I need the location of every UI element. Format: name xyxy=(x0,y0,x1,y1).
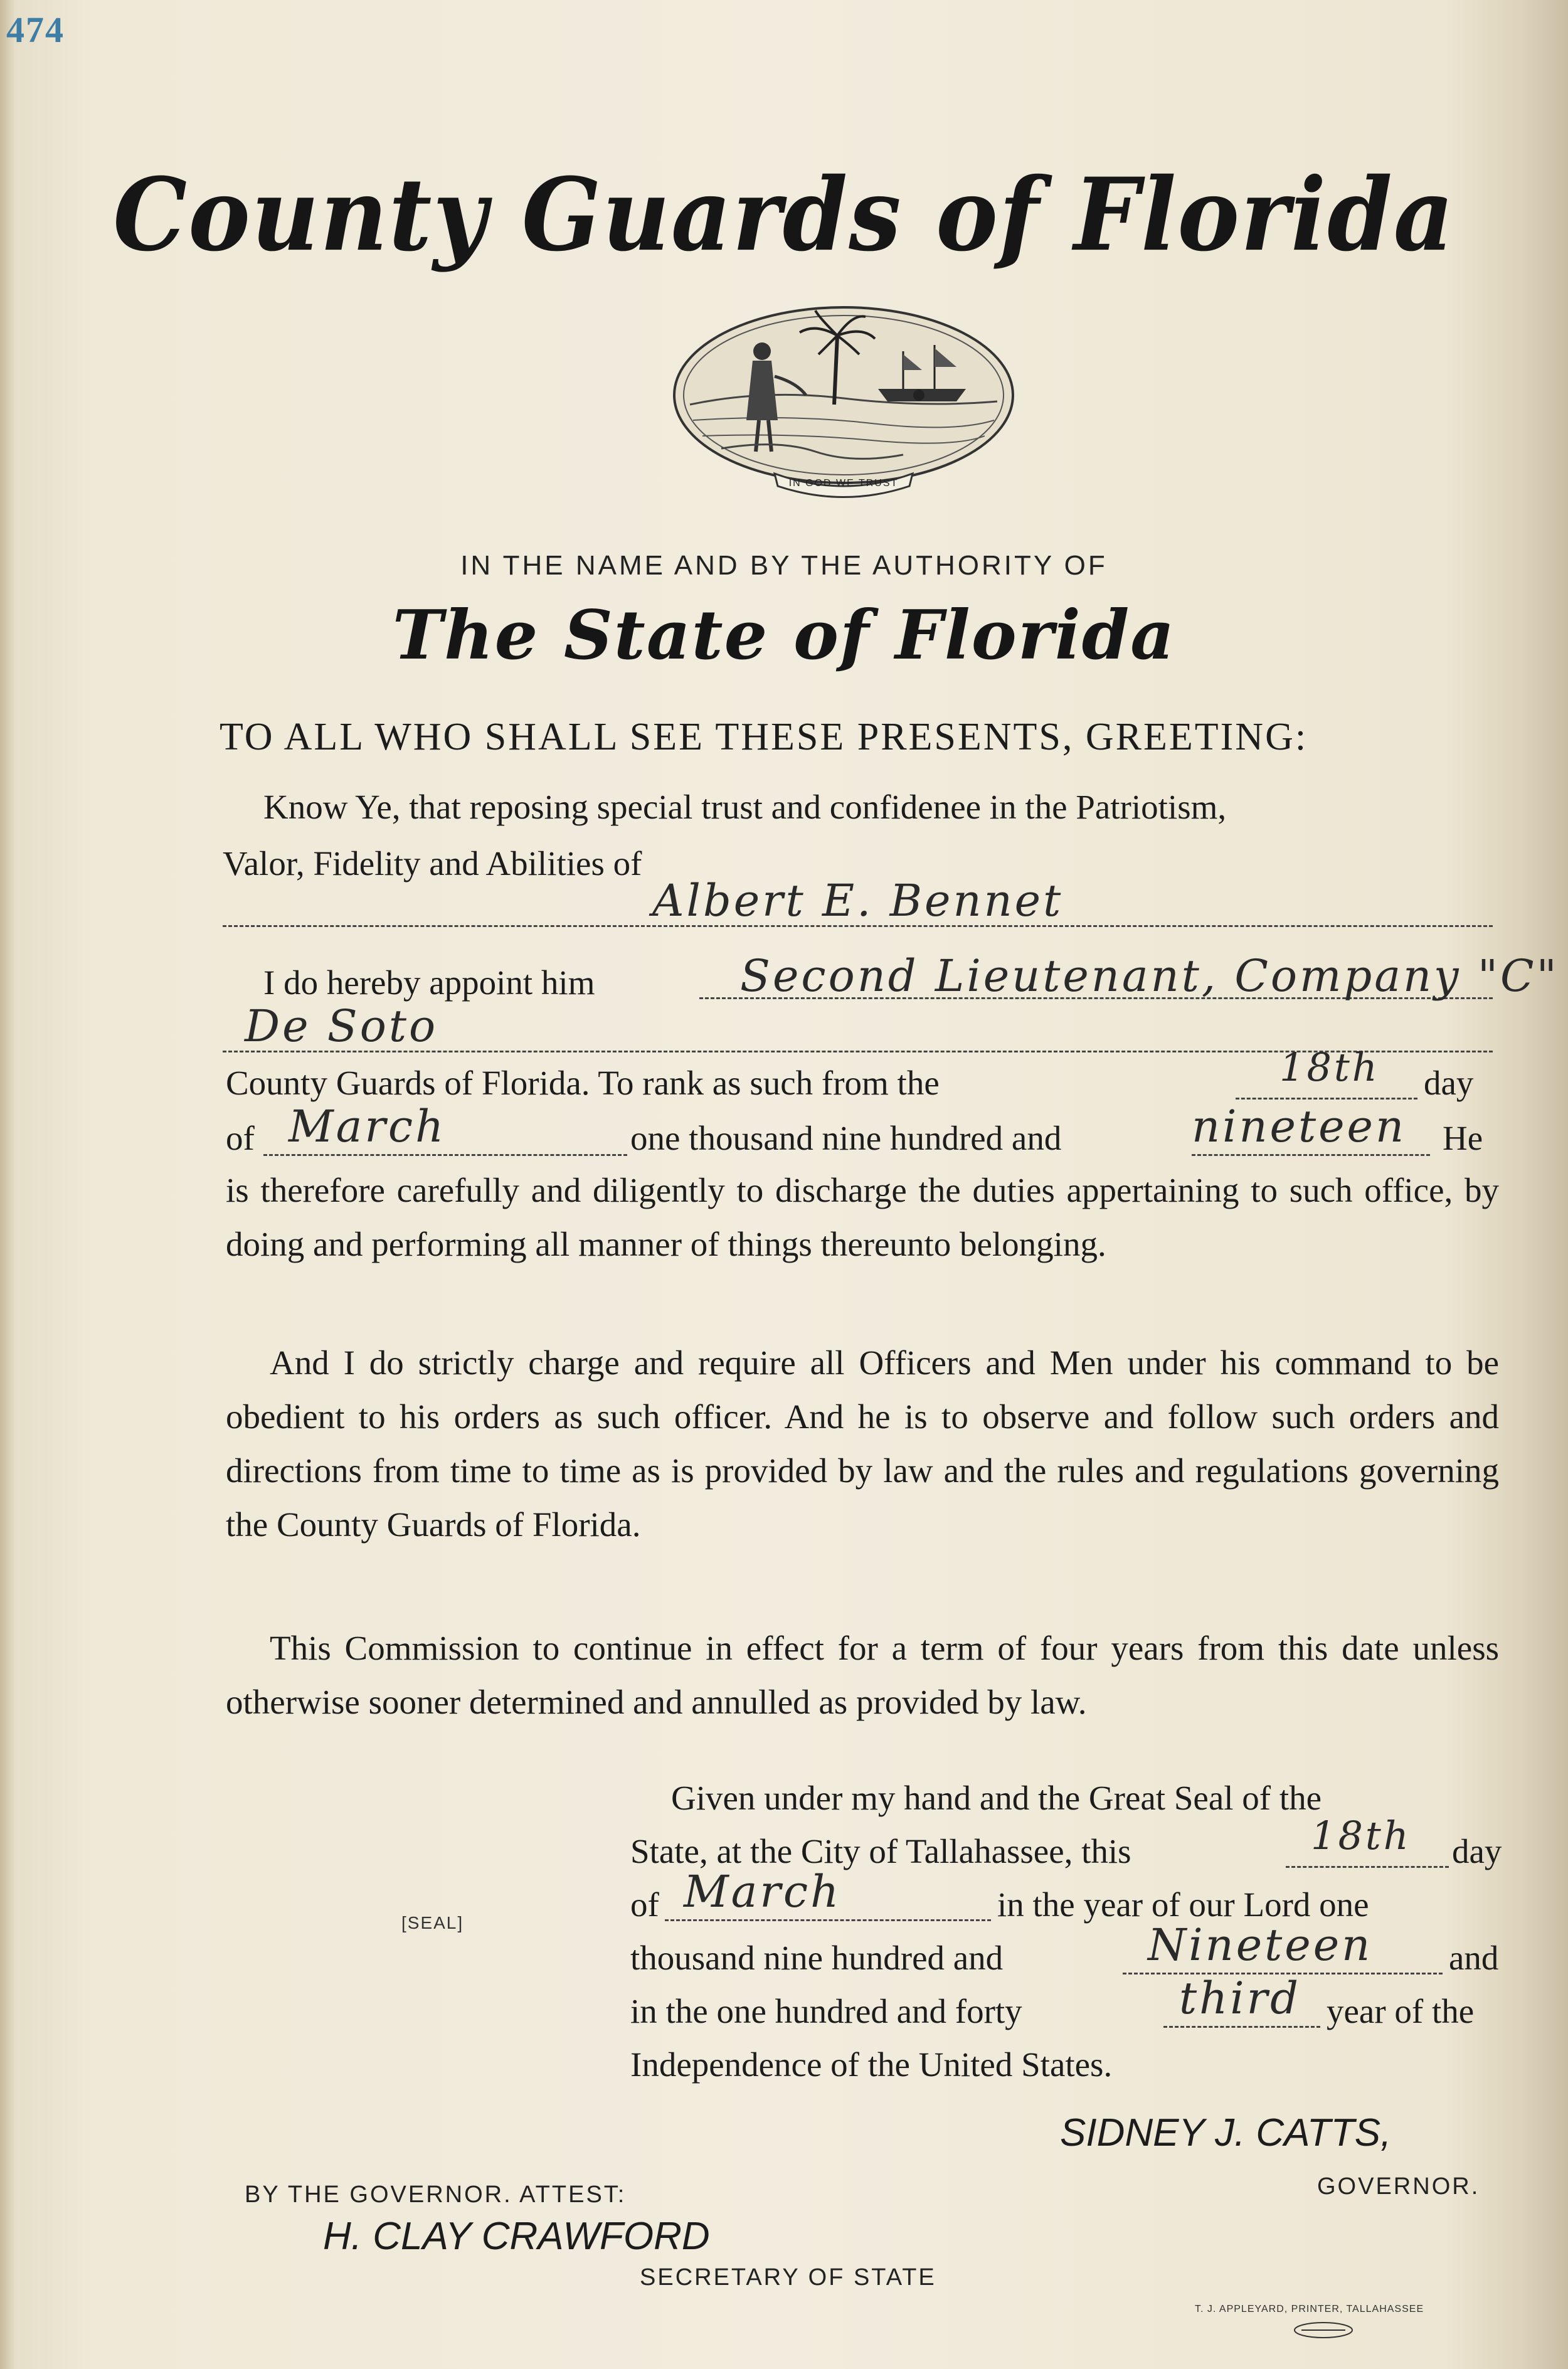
handwritten-rank-month: March xyxy=(289,1101,447,1152)
given-line-3: in the year of our Lord one xyxy=(997,1885,1369,1924)
attest-label: BY THE GOVERNOR. ATTEST: xyxy=(245,2181,627,2208)
handwritten-independence-year: third xyxy=(1179,1973,1301,2024)
duties-paragraph: is therefore carefully and diligently to discharge the duties appertaining to such office, by doing and performing all manner of things thereunto belonging. xyxy=(226,1171,1499,1263)
state-seal-engraving xyxy=(665,295,1022,505)
handwritten-rank: Second Lieutenant, Company "C" xyxy=(740,950,1559,1002)
independence-year-fill-line xyxy=(1163,2026,1320,2028)
rank-day-word: day xyxy=(1424,1064,1474,1102)
handwritten-given-month: March xyxy=(684,1866,842,1917)
rank-line: County Guards of Florida. To rank as such from the xyxy=(226,1064,940,1102)
rank-day-fill-line xyxy=(1236,1098,1417,1100)
know-ye-line-1: Know Ye, that reposing special trust and confidenee in the Patriotism, xyxy=(263,788,1227,826)
page-number: 474 xyxy=(6,9,65,50)
document-title: County Guards of Florida xyxy=(113,156,1455,273)
secretary-title: SECRETARY OF STATE xyxy=(640,2264,936,2291)
handwritten-appointee-name: Albert E. Bennet xyxy=(652,875,1064,926)
union-label-icon xyxy=(1292,2321,1355,2340)
printer-imprint: T. J. APPLEYARD, PRINTER, TALLAHASSEE xyxy=(1195,2304,1424,2314)
given-and-word: and xyxy=(1449,1939,1499,1977)
handwritten-given-year: Nineteen xyxy=(1148,1919,1373,1971)
given-line-6: Independence of the United States. xyxy=(630,2045,1113,2084)
given-line-4: thousand nine hundred and xyxy=(630,1939,1004,1977)
secretary-name: H. CLAY CRAWFORD xyxy=(323,2215,710,2258)
rank-month-fill-line xyxy=(263,1154,627,1156)
rank-year-phrase: one thousand nine hundred and xyxy=(630,1119,1062,1157)
greeting-heading: TO ALL WHO SHALL SEE THESE PRESENTS, GREETING: xyxy=(220,716,1308,758)
given-line-5-suffix: year of the xyxy=(1327,1992,1475,2030)
given-month-fill-line xyxy=(665,1919,991,1921)
given-line-5: in the one hundred and forty xyxy=(630,1992,1022,2030)
authority-line: IN THE NAME AND BY THE AUTHORITY OF xyxy=(460,550,1108,581)
given-day-fill-line xyxy=(1286,1866,1449,1868)
rank-of-word: of xyxy=(226,1119,255,1157)
handwritten-county: De Soto xyxy=(245,1000,438,1052)
know-ye-line-2: Valor, Fidelity and Abilities of xyxy=(223,844,642,882)
governor-title: GOVERNOR. xyxy=(1317,2173,1480,2200)
seal-motto: IN GOD WE TRUST xyxy=(788,478,899,489)
appoint-prefix: I do hereby appoint him xyxy=(263,963,595,1002)
handwritten-rank-year: nineteen xyxy=(1192,1101,1407,1152)
charge-paragraph: And I do strictly charge and require all Officers and Men under his command to be obedient to his orders as such officer. And he is to observe and follow such orders and directions from time to time as is provided by law and the rules and regulations governing the County Guards of Florida. xyxy=(226,1343,1499,1544)
state-title: The State of Florida xyxy=(392,596,1176,675)
book-binding-edge xyxy=(0,0,14,2369)
handwritten-given-day: 18th xyxy=(1311,1813,1411,1858)
governor-name: SIDNEY J. CATTS, xyxy=(1060,2111,1392,2154)
handwritten-rank-day: 18th xyxy=(1279,1044,1380,1090)
given-day-word: day xyxy=(1452,1832,1502,1870)
given-line-1: Given under my hand and the Great Seal of the xyxy=(671,1779,1322,1817)
rank-year-fill-line xyxy=(1192,1154,1430,1156)
given-line-2: State, at the City of Tallahassee, this xyxy=(630,1832,1131,1870)
he-word: He xyxy=(1443,1119,1483,1157)
given-of-word: of xyxy=(630,1885,659,1924)
term-paragraph: This Commission to continue in effect for a term of four years from this date unless otherwise sooner determined and annulled as provided by law. xyxy=(226,1629,1499,1721)
seal-label: [SEAL] xyxy=(401,1913,464,1932)
